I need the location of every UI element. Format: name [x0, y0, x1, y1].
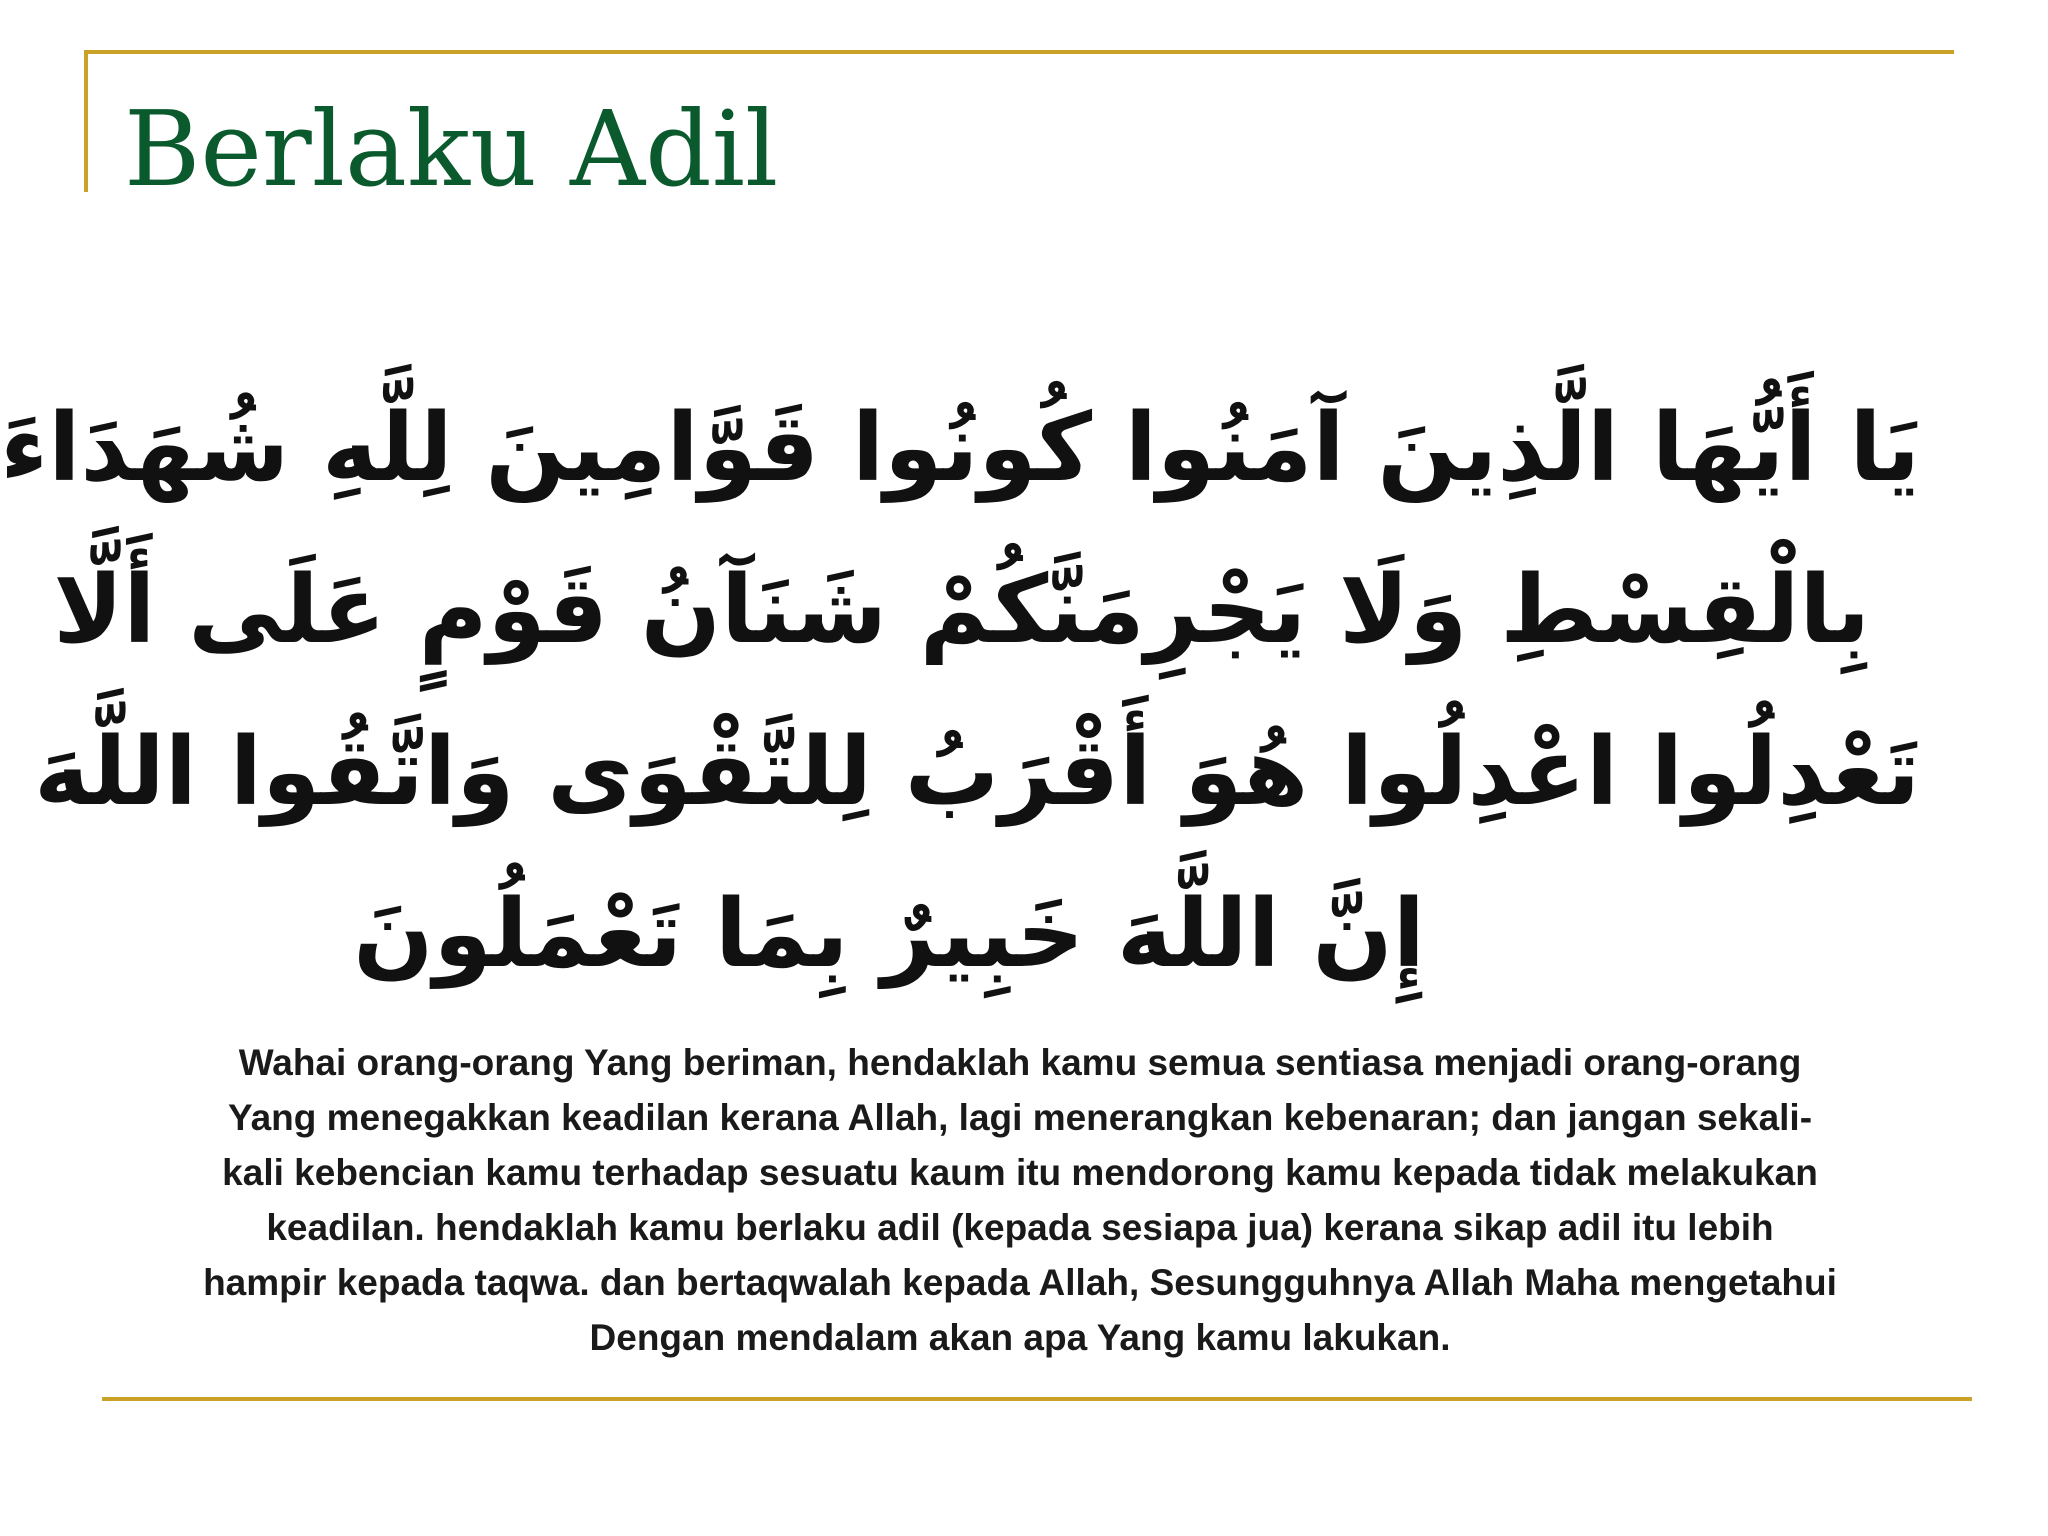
verse-line: إِنَّ اللَّهَ خَبِيرٌ بِمَا تَعْمَلُونَ — [353, 880, 1425, 989]
arabic-verse — [0, 368, 1920, 1016]
verse-translation: Wahai orang-orang Yang beriman, hendaklah kamu semua sentiasa menjadi orang-orang Yang menegakkan keadilan kerana Allah, lagi menerangkan kebenaran; dan jangan sekali-kali kebencian kamu terhadap sesuatu kaum itu mendorong kamu kepada tidak melakukan keadilan. hendaklah kamu berlaku adil (kepada sesiapa jua) kerana sikap adil itu lebih hampir kepada taqwa. dan bertaqwalah kepada Allah, Sesungguhnya Allah Maha mengetahui Dengan mendalam akan apa Yang kamu lakukan. — [203, 1042, 1837, 1358]
bottom-accent-rule — [102, 1397, 1972, 1401]
verse-line: بِالْقِسْطِ وَلَا يَجْرِمَنَّكُمْ شَنَآنُ قَوْمٍ عَلَى أَلَّا — [53, 556, 1870, 665]
verse-line: يَا أَيُّهَا الَّذِينَ آمَنُوا كُونُوا قَوَّامِينَ لِلَّهِ شُهَدَاءَ — [0, 394, 1920, 503]
slide-title: Berlaku Adil — [124, 88, 779, 210]
top-accent-rule — [84, 50, 1954, 54]
left-accent-rule — [84, 50, 88, 192]
verse-line: تَعْدِلُوا اعْدِلُوا هُوَ أَقْرَبُ لِلتَّقْوَى وَاتَّقُوا اللَّهَ — [34, 718, 1920, 827]
